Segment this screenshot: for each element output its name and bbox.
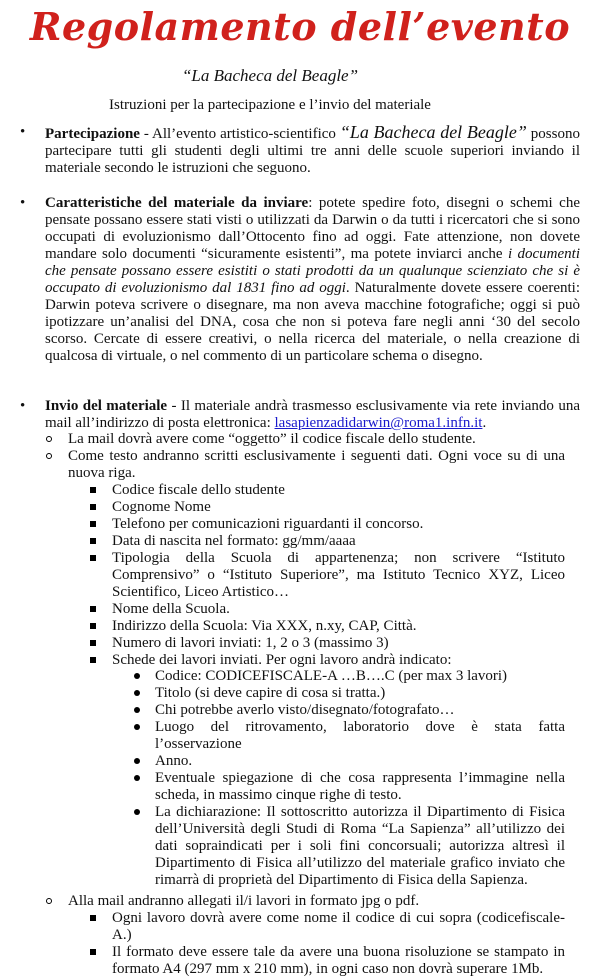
attachment-item-text: Ogni lavoro dovrà avere come nome il codice di cui sopra (codicefiscale-A.) [112, 910, 565, 943]
body-rule [68, 448, 565, 482]
data-item-text: Indirizzo della Scuola: Via XXX, n.xy, CAP, Città. [112, 618, 417, 634]
features-italic-text: i documenti che pensate possano essere esistiti o stati prodotti da un qualunque scienziato che si è occupato di evoluzionismo dal 1831 fino ad oggi [45, 246, 580, 296]
participation-text-2: possono partecipare tutti gli studenti degli ultimi tre anni delle scuole superiori inviando il materiale secondo le istruzioni che seguono. [45, 126, 580, 176]
features-label: Caratteristiche del materiale da inviare [45, 195, 309, 211]
attachment-items-list [112, 910, 565, 978]
card-items-list [155, 668, 565, 889]
data-item-text: Data di nascita nel formato: gg/mm/aaaa [112, 533, 356, 549]
square-bullet-icon [90, 538, 96, 544]
square-bullet-icon [90, 623, 96, 629]
body-rule-text: Come testo andranno scritti esclusivamente i seguenti dati. Ogni voce su di una nuova riga. [68, 448, 565, 481]
card-item [155, 668, 565, 685]
data-item [112, 652, 565, 669]
data-item-text: Tipologia della Scuola di appartenenza; non scrivere “Istituto Comprensivo” o “Istituto Superiore”, ma Istituto Tecnico XYZ, Liceo Scientifico, Liceo Artistico… [112, 550, 565, 600]
data-items-list [112, 482, 565, 669]
dot-bullet-icon [134, 775, 140, 781]
participation-text: - All’evento artistico-scientifico [139, 126, 340, 142]
subject-rule-text: La mail dovrà avere come “oggetto” il codice fiscale dello studente. [68, 431, 476, 447]
card-item [155, 753, 565, 770]
event-subtitle: “La Bacheca del Beagle” [181, 66, 359, 85]
card-item-text: Anno. [155, 753, 193, 769]
attachment-item-text: Il formato deve essere tale da avere una buona risoluzione se stampato in formato A4 (297 mm x 210 mm), in ogni caso non dovrà superare 1Mb. [112, 944, 565, 977]
email-link[interactable]: lasapienzadidarwin@roma1.infn.it [274, 415, 483, 431]
attachment-item [112, 910, 565, 944]
square-bullet-icon [90, 949, 96, 955]
features-text-2: . Naturalmente dovete essere coerenti: Darwin poteva scrivere o disegnare, ma non aveva macchine fotografiche; oggi si può ipotizzare un’analisi del DNA, cosa che non si poteva fare negli anni ‘30 del secolo scorso. Cercate di essere creativi, o nella ricerca del materiale, o nella creazione di qualcosa di virtuale, o nel commento di un particolare schema o disegno. [45, 280, 580, 364]
features-section [20, 195, 580, 365]
square-bullet-icon [90, 915, 96, 921]
dot-bullet-icon [134, 724, 140, 730]
data-item-text: Numero di lavori inviati: 1, 2 o 3 (massimo 3) [112, 635, 389, 651]
card-item-text: Codice: CODICEFISCALE-A …B….C (per max 3 lavori) [155, 668, 508, 684]
circle-bullet-icon [46, 436, 52, 442]
circle-bullet-icon [46, 898, 52, 904]
bullet-icon: • [20, 195, 26, 211]
data-item-text: Schede dei lavori inviati. Per ogni lavoro andrà indicato: [112, 652, 452, 668]
square-bullet-icon [90, 504, 96, 510]
dot-bullet-icon [134, 809, 140, 815]
dot-bullet-icon [134, 707, 140, 713]
participation-section [20, 124, 580, 177]
card-item [155, 685, 565, 702]
card-item-text: Titolo (si deve capire di cosa si tratta.) [155, 685, 386, 701]
card-item [155, 804, 565, 889]
bullet-icon: • [20, 398, 26, 414]
square-bullet-icon [90, 487, 96, 493]
data-item-text: Cognome Nome [112, 499, 211, 515]
attachment-rule-text: Alla mail andranno allegati il/i lavori in formato jpg o pdf. [68, 893, 420, 909]
data-item-text: Telefono per comunicazioni riguardanti il concorso. [112, 516, 424, 532]
data-item [112, 499, 565, 516]
square-bullet-icon [90, 640, 96, 646]
dot-bullet-icon [134, 758, 140, 764]
participation-label: Partecipazione [45, 126, 140, 142]
attachment-rule [68, 893, 565, 910]
card-item-text: Luogo del ritrovamento, laboratorio dove è stata fatta l’osservazione [155, 719, 565, 752]
event-name: “La Bacheca del Beagle” [339, 122, 527, 142]
bullet-icon: • [20, 124, 26, 140]
square-bullet-icon [90, 555, 96, 561]
page-title: Regolamento dell’evento [29, 4, 571, 49]
card-item-text: Chi potrebbe averlo visto/disegnato/fotografato… [155, 702, 455, 718]
circle-bullet-icon [46, 453, 52, 459]
sending-text: - Il materiale andrà trasmesso esclusivamente via rete inviando una mail all’indirizzo di posta elettronica: [45, 398, 580, 431]
data-item-text: Nome della Scuola. [112, 601, 230, 617]
data-item [112, 601, 565, 618]
card-item [155, 702, 565, 719]
sending-text-2: . [482, 415, 487, 431]
attachment-item [112, 944, 565, 978]
data-item [112, 516, 565, 533]
dot-bullet-icon [134, 690, 140, 696]
card-item [155, 719, 565, 753]
data-item [112, 635, 565, 652]
subject-rule [68, 431, 565, 448]
intro-heading: Istruzioni per la partecipazione e l’invio del materiale [109, 97, 431, 113]
features-text: : potete spedire foto, disegni o schemi che pensate possano essere stati visti o utilizzati da Darwin o da tutti i ricercatori che si sono occupati di evoluzionismo dall’Ottocento fino ad oggi. Fate attenzione, non dovete mandare solo documenti “sicuramente esistenti”, ma potete inviarci anche [45, 195, 580, 262]
data-item [112, 533, 565, 550]
dot-bullet-icon [134, 673, 140, 679]
sending-label: Invio del materiale [45, 398, 168, 414]
data-item [112, 618, 565, 635]
data-item [112, 550, 565, 601]
data-item-text: Codice fiscale dello studente [112, 482, 285, 498]
card-item-text: Eventuale spiegazione di che cosa rappresenta l’immagine nella scheda, in massimo cinque righe di testo. [155, 770, 565, 803]
data-item [112, 482, 565, 499]
square-bullet-icon [90, 521, 96, 527]
square-bullet-icon [90, 657, 96, 663]
square-bullet-icon [90, 606, 96, 612]
card-item-text: La dichiarazione: Il sottoscritto autorizza il Dipartimento di Fisica dell’Università degli Studi di Roma “La Sapienza” all’utilizzo dei dati sopraindicati per i soli fini concorsuali; autorizza altresì il Dipartimento di Fisica all’utilizzo del materiale grafico inviato che rimarrà di proprietà del Dipartimento di Fisica della Sapienza. [155, 804, 565, 888]
sending-section [20, 398, 580, 432]
card-item [155, 770, 565, 804]
